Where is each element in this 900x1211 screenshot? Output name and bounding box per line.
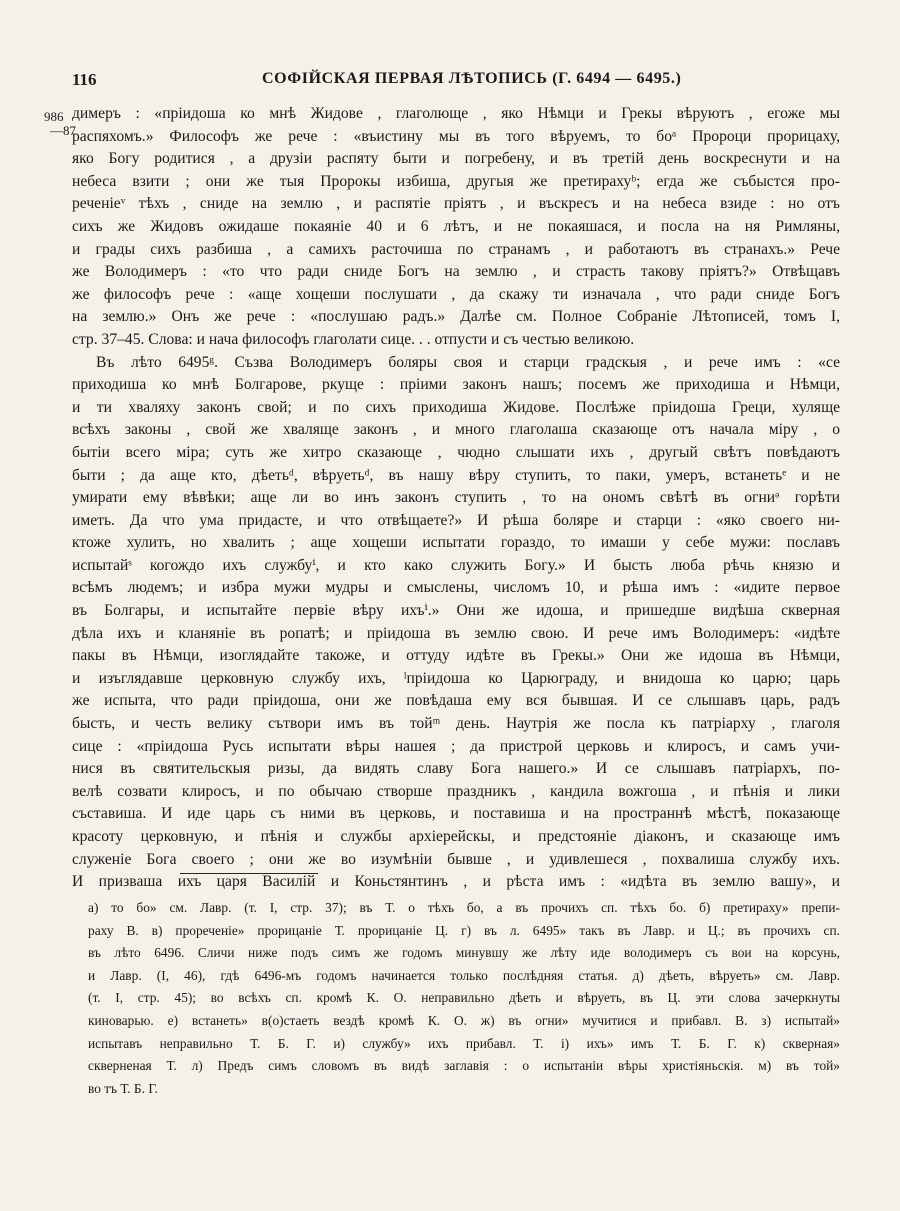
footnote-line: въ лѣто 6496. Сличи ниже подъ симъ же годомъ минувшу же лѣту иде володимеръ съ вои на корсунь, — [88, 945, 840, 961]
text-line: стр. 37–45. Слова: и нача философъ глаголати сице. . . отпусти и съ честью великою. — [72, 330, 635, 348]
margin-year-top: 986 — [44, 109, 64, 124]
text-line: всѣмъ людемъ; и избра мужи мудры и смыслены, числомъ 10, и рѣша имъ : «идите первое — [72, 579, 840, 597]
footnote-line: испытавъ неправильно Т. Б. Г. и) службу» ихъ прибавл. Т. і) ихъ» имъ Т. Б. Г. к) скверная» — [88, 1035, 840, 1051]
main-text — [72, 103, 840, 894]
text-line: же испыта, что ради пріидоша, они же повѣдаша ему вся бывшая. И се слышавъ царь, радъ — [72, 692, 840, 710]
page-number: 116 — [72, 70, 97, 89]
footnote-line: и Лавр. (I, 46), гдѣ 6496-мъ годомъ начинается только послѣдняя статья. д) дѣеть, вѣруеть» см. Лавр. — [88, 967, 840, 983]
text-line: сихъ же Жидовъ ожидаше покаяніе 40 и 6 лѣтъ, и не покаяшася, и посла на ня Римляны, — [72, 217, 840, 235]
text-line: на землю.» Онъ же рече : «послушаю радъ.» Далѣе см. Полное Собраніе Лѣтописей, томъ I, — [72, 308, 840, 326]
text-line: бысть, и честь велику сътвори имъ въ тойᵐ день. Наутрія же посла къ патріарху , глаголя — [72, 715, 840, 733]
text-line: служеніе Бога своего ; они же во изумѣніи бывше , и удивлешеся , похвалиша службу ихъ. — [72, 850, 840, 868]
text-line: И призваша ихъ царя Василій и Коньстянтинъ , и рѣста имъ : «идѣта въ землю вашу», и — [72, 873, 840, 891]
text-line: быти ; да аще кто, дѣетьᵈ, вѣруетьᵈ, въ нашу вѣру ступить, то паки, умеръ, встанетьᵉ и не — [72, 466, 840, 484]
text-line: реченіеᵛ тѣхъ , сниде на землю , и распятіе пріятъ , и въскресъ и на небеса взиде : но отъ — [72, 195, 840, 213]
text-line: димеръ : «пріидоша ко мнѣ Жидове , глаголюще , яко Нѣмци и Грекы вѣруютъ , егоже мы — [72, 105, 840, 122]
page-header — [72, 70, 840, 94]
text-line: небеса взити ; они же тыя Пророкы избиша, другыя же претирахуᵇ; егда же събыстся про- — [72, 172, 840, 190]
text-line: испытайˢ когождо ихъ службуⁱ, и кто како служить Богу.» И бысть люба рѣчь князю и — [72, 556, 840, 574]
running-head: СОФІЙСКАЯ ПЕРВАЯ ЛѢТОПИСЬ (Г. 6494 — 6495.) — [262, 70, 682, 87]
text-line: и грады сихъ разбиша , а самихъ расточиша по странамъ , и работаютъ въ странахъ.» Рече — [72, 240, 840, 258]
text-line: иметь. Да что ума придасте, и что отвѣщаете?» И рѣша боляре и старци : «яко своего ни- — [72, 511, 840, 529]
text-line: всѣхъ законы , свой же хваляще законъ , и много глаголаша сказающе отъ начала міру , о — [72, 421, 840, 439]
text-line: приходиша ко мнѣ Болгарове, ркуще : пріими законъ нашъ; посемъ же приходиша и Нѣмци, — [72, 376, 840, 394]
margin-year-bottom: —87 — [50, 123, 76, 138]
text-line: ктоже хулить, но хвалить ; аще хощеши испытати гораздо, то имаши у себе мужи: пославъ — [72, 534, 840, 552]
text-line: же Володимеръ : «то что ради сниде Богъ на землю , и страсть такову пріятъ?» Отвѣщавъ — [72, 263, 840, 281]
text-line: въ Болгары, и испытайте первіе вѣру ихъⁱ.» Они же идоша, и пришедше видѣша скверная — [72, 602, 840, 620]
text-line: велѣ созвати клиросъ, и по обычаю створше праздникъ , кандила вожгоша , и пѣнія и лики — [72, 782, 840, 800]
text-line: съставиша. И иде царь съ ними въ церковь, и поставиша и на пространнѣ мѣстѣ, показающе — [72, 805, 840, 823]
text-line: бытіи всего міра; суть же хитро сказающе , чюдно слышати ихъ , другый свѣтъ повѣдаютъ — [72, 443, 840, 461]
footnote-line: киноварью. е) встанеть» в(о)стаеть вездѣ кромѣ К. О. ж) въ огни» мучитися и прибавл. В. з) испытай» — [88, 1012, 840, 1028]
footnote-line: скверненая Т. л) Предъ симъ словомъ въ видѣ заглавія : о испытаніи вѣры христіяньскія. м) въ той» — [88, 1058, 840, 1074]
footnote-line: а) то бо» см. Лавр. (т. I, стр. 37); въ Т. о тѣхъ бо, а въ прочихъ сп. тѣхъ бо. б) претираху» препи- — [88, 900, 840, 915]
text-line: пакы въ Нѣмци, изоглядайте такоже, и оттуду идѣте въ Грекы.» Они же идоша въ Нѣмци, — [72, 647, 840, 665]
text-line: и изъглядавше церковную службу ихъ, ˡпріидоша ко Царюграду, и внидоша ко царю; царь — [72, 669, 840, 687]
text-line: же философъ рече : «аще хощеши послушати , да скажу ти изначала , что ради сниде Богъ — [72, 285, 840, 303]
text-line: Въ лѣто 6495ᵍ. Съзва Володимеръ боляры своя и старци градскыя , и рече имъ : «се — [96, 353, 840, 371]
text-line: дѣла ихъ и кланяніе въ ропатѣ; и пріидоша въ землю свою. И рече имъ Володимеръ: «идѣте — [72, 624, 840, 642]
text-line: и ти хваляху законъ свой; и по сихъ приходиша Жидове. Послѣже пріидоша Греци, хуляще — [72, 398, 840, 416]
footnote-divider — [180, 873, 318, 874]
footnotes — [88, 897, 840, 1100]
text-line: сице : «пріидоша Русь испытати вѣры нашея ; да пристрой церковь и клиросъ, и самъ учи- — [72, 737, 840, 755]
footnote-line: во тъ Т. Б. Г. — [88, 1080, 158, 1096]
footnote-line: раху В. в) прореченіе» прорицаніе Т. прорицаніе Ц. г) въ л. 6495» такъ въ Лавр. и Ц.; въ прочихъ сп. — [88, 922, 840, 938]
text-line: нися въ святительскыя ризы, да видять славу Бога нашего.» И се слышавъ патріархъ, по- — [72, 760, 840, 778]
text-line: распяхомъ.» Философъ же рече : «въистину мы въ того вѣруемъ, то боᵃ Пророци прорицаху, — [72, 127, 840, 145]
footnote-line: (т. I, стр. 45); во всѣхъ сп. кромѣ К. О. неправильно дѣеть и вѣруеть, въ Ц. эти слова зачеркнуты — [88, 990, 840, 1006]
text-line: умирати ему вѣвѣки; аще ли во инъ законъ ступить , то на ономъ свѣтѣ въ огниᵊ горѣти — [72, 489, 840, 507]
text-line: яко Богу родитися , а друзіи распяту быти и погребену, и въ третій день воскреснути и на — [72, 150, 840, 168]
text-line: красоту церковную, и пѣнія и службы архіерейскы, и предстояніе діаконъ, и сказающе имъ — [72, 828, 840, 845]
